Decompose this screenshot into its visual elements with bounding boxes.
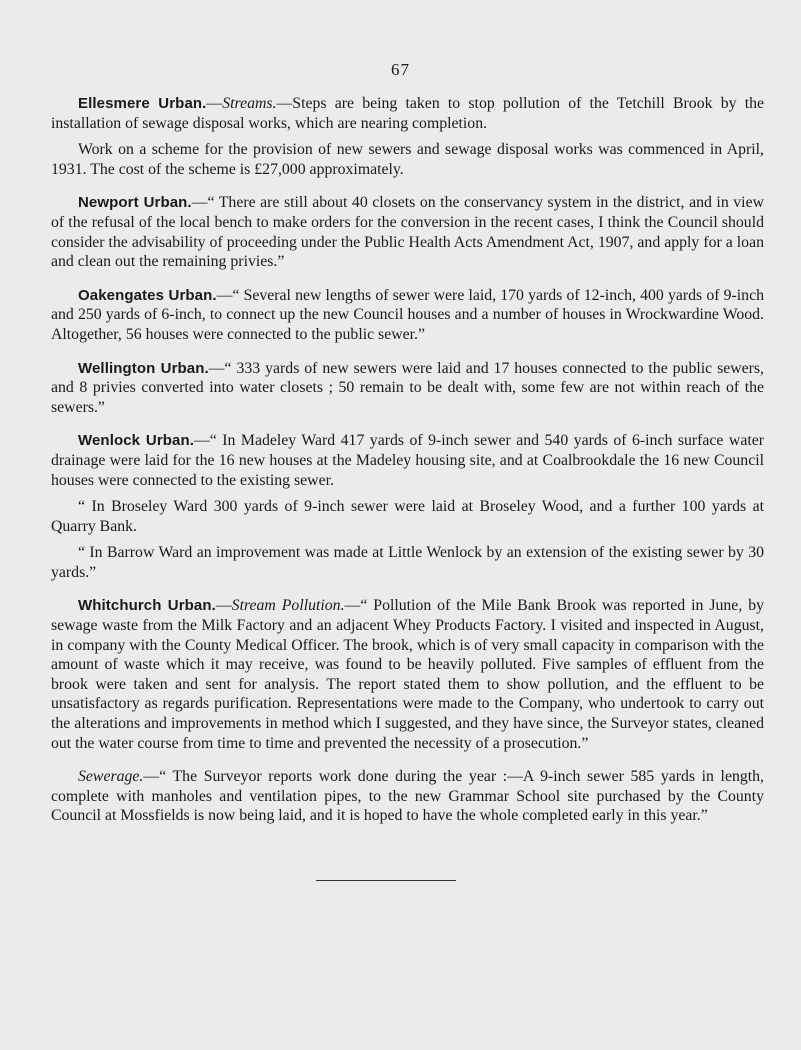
paragraph-oakengates [51, 286, 764, 345]
paragraph-text: “ In Barrow Ward an improvement was made at Little Wenlock by an extension of the existing sewer by 30 yards.” [51, 544, 764, 581]
heading-dash: — [216, 286, 233, 304]
paragraph-wenlock-madeley [51, 431, 764, 490]
paragraph-wenlock-broseley [51, 497, 764, 536]
district-heading: Whitchurch Urban. [78, 597, 216, 615]
paragraph-text: —Steps are being taken to stop pollution of the Tetchill Brook by the installation of sewage disposal works, which are nearing completion. [51, 95, 765, 132]
paragraph-whitchurch-sewerage [51, 767, 764, 826]
subheading: Streams. [222, 95, 277, 112]
paragraph-ellesmere-streams [51, 94, 764, 133]
paragraph-text: —“ The Surveyor reports work done during the year :—A 9-inch sewer 585 yards in length, complete with manholes and ventilation pipes, to the new Grammar School site purchased by the County Council at Mossfields is now being laid, and it is hoped to have the whole completed early in this year.” [51, 768, 764, 825]
paragraph-text: “ There are still about 40 closets on the conservancy system in the district, and in view of the refusal of the local bench to make orders for the conversion in the recent cases, I think the Council should consider the advisability of proceeding under the Public Health Acts Amendment Act, 1907, and apply for a loan and clean out the remaining privies.” [51, 194, 764, 271]
paragraph-text: “ 333 yards of new sewers were laid and 17 houses connected to the public sewers, and 8 privies converted into water closets ; 50 remain to be dealt with, some few are not within reach of the sewers.” [51, 359, 765, 416]
heading-dash: — [215, 597, 232, 615]
district-heading: Wellington Urban. [78, 359, 209, 377]
district-heading: Wenlock Urban. [78, 432, 194, 450]
paragraph-text: Work on a scheme for the provision of new sewers and sewage disposal works was commenced in April, 1931. The cost of the scheme is £27,000 approximately. [51, 141, 764, 178]
section-divider-rule [316, 880, 456, 881]
subheading: Sewerage. [78, 768, 144, 786]
heading-dash: — [194, 432, 210, 450]
paragraph-text: —“ Pollution of the Mile Bank Brook was reported in June, by sewage waste from the Milk Factory and an adjacent Whey Products Factory. I visited and inspected in August, in company with the County Medical Officer. The brook, which is of very small capacity in comparison with the amount of waste which it may receive, was found to be heavily polluted. Five samples of effluent from the brook were taken and sent for analysis. The report stated them to show pollution, and the effluent to be unsatisfactory as regards purification. Representations were made to the Company, who undertook to carry out the alterations and improvements in method which I suggested, and they have since, the Surveyor states, cleaned out the water course from time to time and prevented the necessity of a prosecution.” [51, 597, 765, 752]
paragraph-text: “ Several new lengths of sewer were laid, 170 yards of 12-inch, 400 yards of 9-inch and 250 yards of 6-inch, to connect up the new Council houses and a number of houses in Wrockwardine Wood. Altogether, 56 houses were connected to the public sewer.” [51, 286, 764, 343]
subheading: Stream Pollution. [231, 597, 345, 615]
district-heading: Newport Urban. [78, 194, 192, 212]
paragraph-newport [51, 193, 764, 271]
paragraph-wenlock-barrow [51, 543, 764, 582]
paragraph-wellington [51, 359, 764, 418]
paragraph-text: “ In Broseley Ward 300 yards of 9-inch sewer were laid at Broseley Wood, and a further 100 yards at Quarry Bank. [51, 498, 764, 535]
paragraph-text: “ In Madeley Ward 417 yards of 9-inch sewer and 540 yards of 6-inch surface water drainage were laid for the 16 new houses at the Madeley housing site, and at Coalbrookdale the 16 new Council houses were connected to the existing sewer. [51, 432, 764, 489]
heading-dash: — [206, 95, 223, 112]
district-heading: Oakengates Urban. [78, 286, 217, 304]
page-number: 67 [391, 60, 410, 79]
heading-dash: — [208, 359, 225, 377]
document-body [51, 94, 764, 833]
paragraph-ellesmere-scheme [51, 140, 764, 179]
district-heading: Ellesmere Urban. [78, 95, 207, 112]
paragraph-whitchurch-pollution [51, 596, 764, 753]
heading-dash: — [191, 194, 208, 212]
